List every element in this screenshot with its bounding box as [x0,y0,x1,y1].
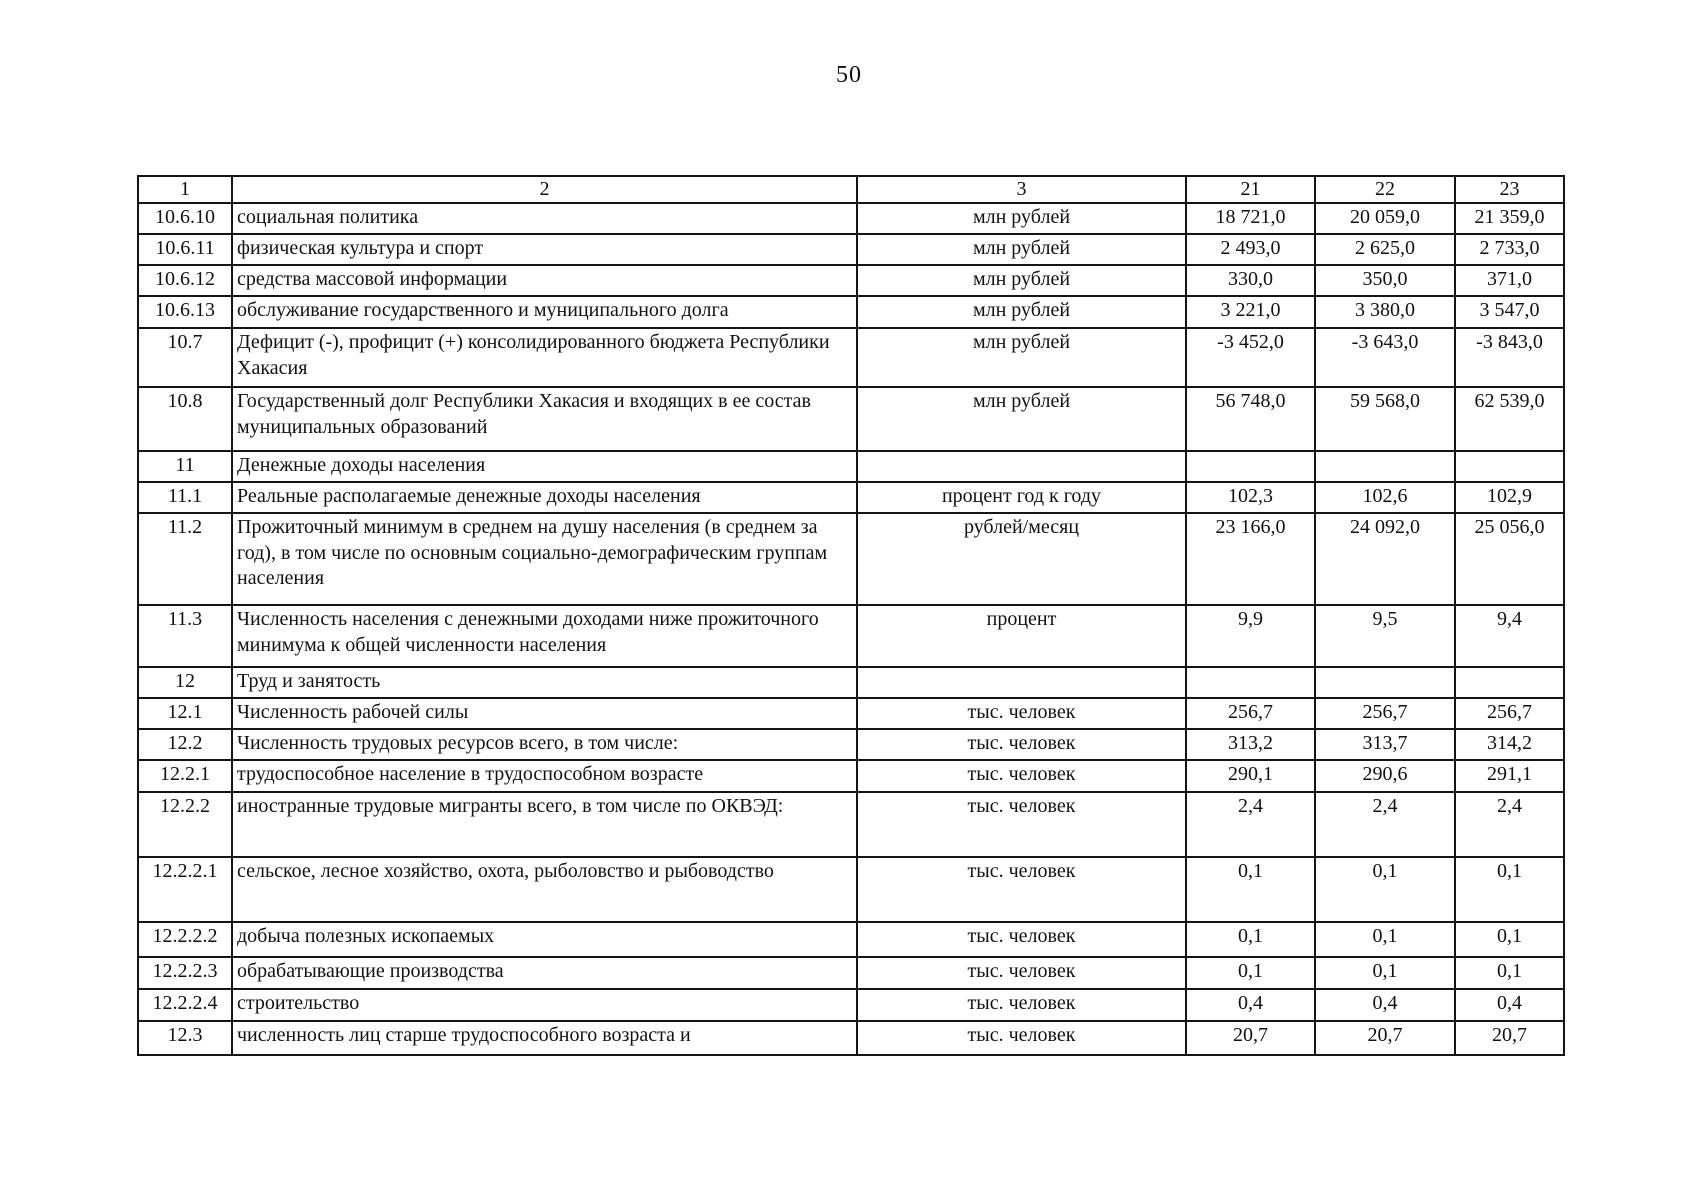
table-row [138,387,1564,451]
row-indicator: физическая культура и спорт [232,234,857,265]
row-indicator: строительство [232,989,857,1021]
value-col-22: 9,5 [1315,605,1455,667]
row-number: 12.3 [138,1021,232,1055]
table-row [138,328,1564,387]
table-row [138,922,1564,957]
value-col-23: 0,4 [1455,989,1564,1021]
value-col-23: 0,1 [1455,957,1564,989]
row-number: 11 [138,451,232,482]
row-number: 10.6.13 [138,296,232,328]
table-row [138,203,1564,234]
value-col-23: 9,4 [1455,605,1564,667]
value-col-22: 2 625,0 [1315,234,1455,265]
value-col-21: 290,1 [1186,760,1315,792]
value-col-21: 56 748,0 [1186,387,1315,451]
value-col-21: 3 221,0 [1186,296,1315,328]
value-col-23: 0,1 [1455,857,1564,922]
value-col-21: 330,0 [1186,265,1315,296]
value-col-22: 2,4 [1315,792,1455,857]
row-number: 10.6.12 [138,265,232,296]
table-row [138,451,1564,482]
value-col-21: 0,1 [1186,922,1315,957]
value-col-22: 0,1 [1315,957,1455,989]
value-col-22: 0,1 [1315,922,1455,957]
row-unit: тыс. человек [857,760,1186,792]
row-number: 11.3 [138,605,232,667]
column-header: 3 [857,176,1186,203]
value-col-22: 0,4 [1315,989,1455,1021]
row-indicator: Государственный долг Республики Хакасия и входящих в ее состав муниципальных образований [232,387,857,451]
row-indicator: обрабатывающие производства [232,957,857,989]
row-indicator: обслуживание государственного и муниципального долга [232,296,857,328]
value-col-21: 23 166,0 [1186,513,1315,605]
row-indicator: Денежные доходы населения [232,451,857,482]
row-number: 10.6.10 [138,203,232,234]
row-number: 12.2.1 [138,760,232,792]
value-col-21: 102,3 [1186,482,1315,513]
row-unit: млн рублей [857,234,1186,265]
value-col-23: 0,1 [1455,922,1564,957]
row-unit: млн рублей [857,203,1186,234]
forecast-indicators-table [137,175,1565,1056]
value-col-23 [1455,667,1564,698]
row-number: 12.2.2.2 [138,922,232,957]
row-indicator: Численность населения с денежными доходами ниже прожиточного минимума к общей численности населения [232,605,857,667]
value-col-22: 59 568,0 [1315,387,1455,451]
value-col-23: 371,0 [1455,265,1564,296]
row-number: 11.2 [138,513,232,605]
row-unit: тыс. человек [857,1021,1186,1055]
value-col-22: 3 380,0 [1315,296,1455,328]
value-col-21 [1186,667,1315,698]
row-indicator: Труд и занятость [232,667,857,698]
value-col-21: 0,1 [1186,957,1315,989]
table-header-row [138,176,1564,203]
value-col-23: 102,9 [1455,482,1564,513]
row-number: 12.2.2 [138,792,232,857]
row-indicator: средства массовой информации [232,265,857,296]
value-col-23: 25 056,0 [1455,513,1564,605]
page-number: 50 [836,62,862,88]
value-col-23: 62 539,0 [1455,387,1564,451]
row-number: 10.6.11 [138,234,232,265]
row-indicator: трудоспособное население в трудоспособном возрасте [232,760,857,792]
value-col-22: -3 643,0 [1315,328,1455,387]
row-number: 12 [138,667,232,698]
value-col-23 [1455,451,1564,482]
value-col-21: 0,4 [1186,989,1315,1021]
row-unit [857,667,1186,698]
value-col-22: 102,6 [1315,482,1455,513]
value-col-23: 20,7 [1455,1021,1564,1055]
value-col-23: -3 843,0 [1455,328,1564,387]
value-col-21: 9,9 [1186,605,1315,667]
row-unit: тыс. человек [857,698,1186,729]
table-row [138,513,1564,605]
table-row [138,857,1564,922]
value-col-21: 313,2 [1186,729,1315,760]
value-col-21: 0,1 [1186,857,1315,922]
row-indicator: Численность трудовых ресурсов всего, в том числе: [232,729,857,760]
row-indicator: социальная политика [232,203,857,234]
column-header: 2 [232,176,857,203]
value-col-22: 20 059,0 [1315,203,1455,234]
value-col-23: 256,7 [1455,698,1564,729]
value-col-22 [1315,451,1455,482]
row-unit [857,451,1186,482]
column-header: 23 [1455,176,1564,203]
table-row [138,760,1564,792]
row-number: 10.7 [138,328,232,387]
row-number: 12.2.2.4 [138,989,232,1021]
row-number: 12.2.2.1 [138,857,232,922]
table-row [138,698,1564,729]
table-row [138,792,1564,857]
value-col-21: 2 493,0 [1186,234,1315,265]
row-indicator: добыча полезных ископаемых [232,922,857,957]
value-col-22: 20,7 [1315,1021,1455,1055]
row-unit: тыс. человек [857,729,1186,760]
row-unit: процент год к году [857,482,1186,513]
row-number: 12.1 [138,698,232,729]
table-row [138,1021,1564,1055]
value-col-23: 2 733,0 [1455,234,1564,265]
value-col-21: 2,4 [1186,792,1315,857]
row-unit: млн рублей [857,296,1186,328]
table-row [138,482,1564,513]
table-row [138,957,1564,989]
value-col-21: 20,7 [1186,1021,1315,1055]
value-col-21 [1186,451,1315,482]
table-row [138,234,1564,265]
row-number: 12.2 [138,729,232,760]
table-row [138,667,1564,698]
row-indicator: Реальные располагаемые денежные доходы населения [232,482,857,513]
row-indicator: численность лиц старше трудоспособного возраста и [232,1021,857,1055]
value-col-22: 24 092,0 [1315,513,1455,605]
value-col-22: 313,7 [1315,729,1455,760]
row-unit: тыс. человек [857,989,1186,1021]
row-number: 11.1 [138,482,232,513]
row-indicator: Прожиточный минимум в среднем на душу населения (в среднем за год), в том числе по основным социально-демографическим группам населения [232,513,857,605]
table-row [138,989,1564,1021]
value-col-22: 256,7 [1315,698,1455,729]
value-col-23: 291,1 [1455,760,1564,792]
value-col-22: 290,6 [1315,760,1455,792]
value-col-22: 0,1 [1315,857,1455,922]
value-col-21: -3 452,0 [1186,328,1315,387]
row-number: 10.8 [138,387,232,451]
row-indicator: иностранные трудовые мигранты всего, в том числе по ОКВЭД: [232,792,857,857]
row-unit: тыс. человек [857,857,1186,922]
row-unit: тыс. человек [857,792,1186,857]
table-row [138,729,1564,760]
row-unit: процент [857,605,1186,667]
table-row [138,265,1564,296]
row-number: 12.2.2.3 [138,957,232,989]
value-col-23: 3 547,0 [1455,296,1564,328]
row-indicator: сельское, лесное хозяйство, охота, рыболовство и рыбоводство [232,857,857,922]
row-unit: тыс. человек [857,922,1186,957]
value-col-22 [1315,667,1455,698]
row-unit: млн рублей [857,265,1186,296]
table-row [138,605,1564,667]
row-unit: тыс. человек [857,957,1186,989]
row-unit: млн рублей [857,328,1186,387]
row-unit: млн рублей [857,387,1186,451]
row-unit: рублей/месяц [857,513,1186,605]
value-col-22: 350,0 [1315,265,1455,296]
value-col-23: 21 359,0 [1455,203,1564,234]
value-col-21: 256,7 [1186,698,1315,729]
column-header: 22 [1315,176,1455,203]
row-indicator: Дефицит (-), профицит (+) консолидированного бюджета Республики Хакасия [232,328,857,387]
column-header: 21 [1186,176,1315,203]
value-col-21: 18 721,0 [1186,203,1315,234]
value-col-23: 314,2 [1455,729,1564,760]
column-header: 1 [138,176,232,203]
value-col-23: 2,4 [1455,792,1564,857]
table-row [138,296,1564,328]
row-indicator: Численность рабочей силы [232,698,857,729]
